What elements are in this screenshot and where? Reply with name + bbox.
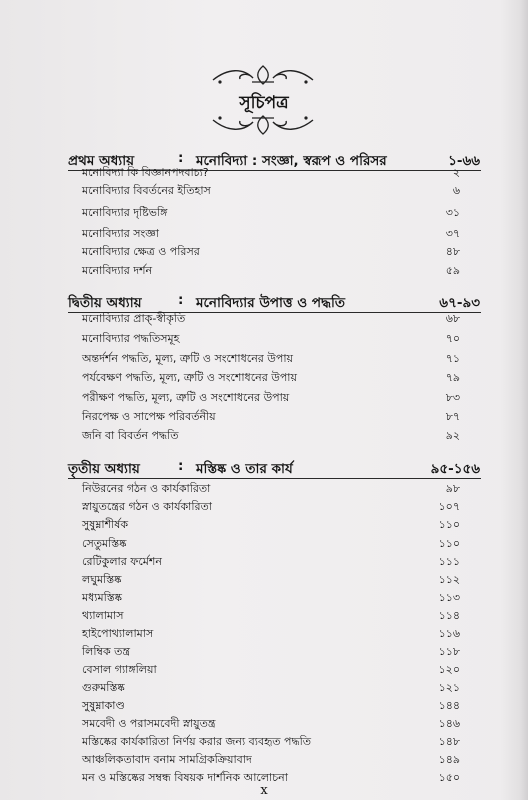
toc-entry: মনোবিদ্যার সংজ্ঞা ৩৭ [82,225,460,243]
chapter-colon: : [178,458,184,474]
page-number: ৪৮ [445,245,460,258]
toc-entry: গুরুমস্তিষ্ক ১২১ [82,679,460,697]
page-number: ৯৮ [445,482,460,495]
toc-entry: মধ্যমস্তিষ্ক ১১৩ [82,589,460,607]
toc-entry: নিউরনের গঠন ও কার্যকারিতা ৯৮ [82,480,460,498]
toc-entry: সুষুম্নাকাণ্ড ১৪৪ [82,697,460,715]
page-number: ১১০ [438,537,460,550]
toc-entry: মনোবিদ্যার প্রাক্-স্বীকৃতি ৬৮ [82,310,460,328]
page-number: ৫৯ [445,264,460,277]
chapter-heading-3 [68,458,480,480]
page-title: সূচিপত্র [239,93,289,113]
page-number: ১১১ [438,555,460,568]
page-number: ১১২ [438,573,460,586]
chapter-label: তৃতীয় অধ্যায় [68,461,140,477]
page-number: ১১০ [438,518,460,531]
page-number: ১১৩ [438,591,460,604]
toc-entry: মনোবিদ্যার পদ্ধতিসমূহ ৭০ [82,330,460,348]
flourish-bottom-icon [208,112,318,138]
chapter-colon: : [178,292,184,308]
page-number: ১৪৯ [438,753,460,766]
toc-entry: মস্তিষ্কের কার্যকারিতা নির্ণয় করার জন্য ব্যবহৃত পদ্ধতি ১৪৮ [82,733,460,751]
page-number: ৭০ [445,332,460,345]
page-number: ৮৭ [445,410,460,423]
page-number: ৯২ [445,429,460,442]
toc-entry: সুষুম্নাশীর্ষক ১১০ [82,516,460,534]
page-number: ৭৯ [445,371,460,384]
chapter-title: মনোবিদ্যা : সংজ্ঞা, স্বরূপ ও পরিসর [196,153,387,169]
toc-entry: পরীক্ষণ পদ্ধতি, মূল্য, ত্রুটি ও সংশোধনের উপায় ৮৩ [82,389,460,407]
chapter-pages: ১-৬৬ [448,153,480,169]
chapter-label: দ্বিতীয় অধ্যায় [68,295,142,311]
page-number: ১৪৪ [438,699,460,712]
chapter-colon: : [178,150,184,166]
toc-entry: লঘুমস্তিষ্ক ১১২ [82,571,460,589]
toc-entry: রেটিকুলার ফর্মেশন ১১১ [82,553,460,571]
toc-entry: পর্যবেক্ষণ পদ্ধতি, মূল্য, ত্রুটি ও সংশোধনের উপায় ৭৯ [82,369,460,387]
page-number: ১৪৬ [438,717,460,730]
page-number: ১১৬ [438,627,460,640]
page-number: ১০৭ [438,500,460,513]
toc-entry: নিরপেক্ষ ও সাপেক্ষ পরিবর্তনীয় ৮৭ [82,408,460,426]
toc-entry: থ্যালামাস ১১৪ [82,607,460,625]
chapter-pages: ৯৫-১৫৬ [430,461,480,477]
page-number: ১১৮ [438,645,460,658]
page-number: ১২০ [438,663,460,676]
chapter-label: প্রথম অধ্যায় [68,153,135,169]
divider [68,478,481,479]
flourish-top-icon [208,62,318,88]
page-number: ৮৩ [445,391,460,404]
chapter-title: মনোবিদ্যার উপাত্ত ও পদ্ধতি [196,295,345,311]
page-number: ৩১ [445,206,460,219]
toc-entry: লিম্বিক তন্ত্র ১১৮ [82,643,460,661]
page-number: ৬৮ [445,312,460,325]
chapter-pages: ৬৭-৯৩ [439,295,480,311]
toc-entry: অন্তর্দর্শন পদ্ধতি, মূল্য, ত্রুটি ও সংশোধনের উপায় ৭১ [82,350,460,368]
toc-entry: মনোবিদ্যার ক্ষেত্র ও পরিসর ৪৮ [82,243,460,261]
page-folio: x [260,783,268,798]
page-number: ২ [452,166,460,179]
toc-entry: মনোবিদ্যার দৃষ্টিভঙ্গি ৩১ [82,204,460,222]
toc-entry: মনোবিদ্যার দর্শন ৫৯ [82,262,460,280]
toc-entry: হাইপোথ্যালামাস ১১৬ [82,625,460,643]
toc-entry: সমবেদী ও পরাসমবেদী স্নায়ুতন্ত্র ১৪৬ [82,715,460,733]
page-number: ১২১ [438,681,460,694]
page-number: ৩৭ [445,227,460,240]
page-number: ১৪৮ [438,735,460,748]
page-edge-shadow [500,0,528,800]
chapter-title: মস্তিষ্ক ও তার কার্য [196,461,293,477]
toc-entry: জনি বা বিবর্তন পদ্ধতি ৯২ [82,427,460,445]
toc-entry: বেসাল গ্যাঙ্গলিয়া ১২০ [82,661,460,679]
toc-entry: মন ও মস্তিষ্কের সম্বন্ধ বিষয়ক দার্শনিক আলোচনা ১৫০ [82,769,460,787]
page-number: ১১৪ [438,609,460,622]
toc-entry: সেতুমস্তিষ্ক ১১০ [82,535,460,553]
toc-entry: মনোবিদ্যার বিবর্তনের ইতিহাস ৬ [82,182,460,200]
toc-entry: আঞ্চলিকতাবাদ বনাম সামগ্রিকক্রিয়াবাদ ১৪৯ [82,751,460,769]
page-number: ৭১ [445,352,460,365]
toc-entry: মনোবিদ্যা কি বিজ্ঞানপদবাচ্য? ২ [82,164,460,182]
page-number: ১৫০ [438,771,460,784]
toc-entry: স্নায়ুতন্ত্রের গঠন ও কার্যকারিতা ১০৭ [82,498,460,516]
page-number: ৬ [452,184,460,197]
